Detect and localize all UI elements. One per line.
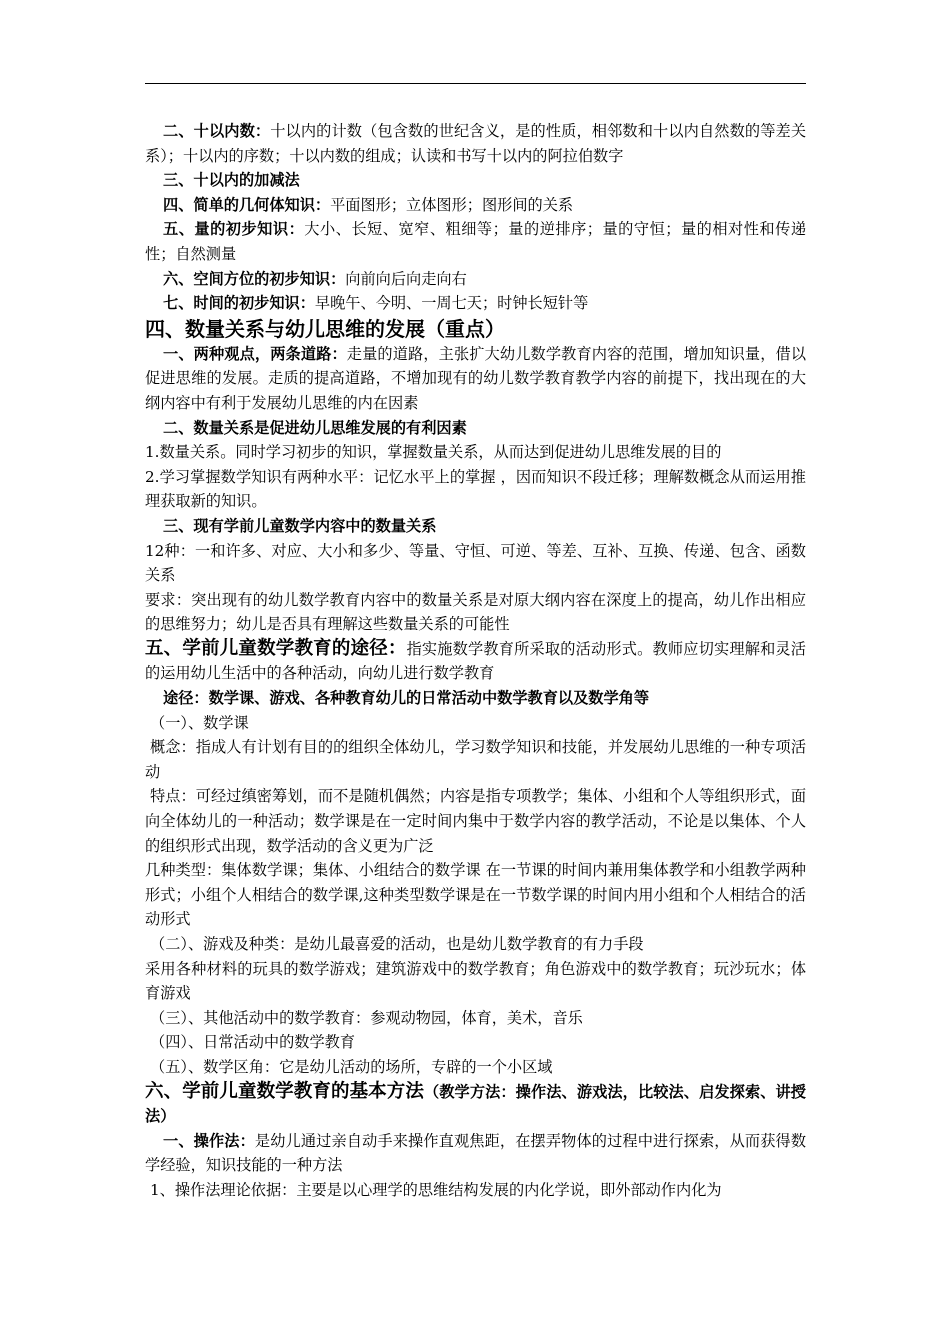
heading-inline: 一、两种观点，两条道路：: [163, 344, 347, 363]
heading-inline: 五、学前儿童数学教育的途径：: [145, 637, 407, 659]
section-heading-6: [145, 1080, 806, 1129]
para-quantity: [145, 217, 806, 266]
para-operation: [145, 1129, 806, 1178]
list-item: 1、操作法理论依据：主要是以心理学的思维结构发展的内化学说，即外部动作内化为: [150, 1180, 722, 1199]
heading-inline: 六、学前儿童数学教育的基本方法: [145, 1080, 424, 1102]
para-addition: 三、十以内的加减法: [163, 171, 300, 190]
para-12-kinds: 12种：一和许多、对应、大小和多少、等量、守恒、可逆、等差、互补、互换、传递、包含、函数关系: [145, 541, 806, 585]
section-heading-4: 四、数量关系与幼儿思维的发展（重点）: [145, 316, 505, 341]
para-geometry: [145, 193, 806, 218]
heading-inline: 一、操作法：: [163, 1131, 255, 1150]
subheading: 二、数量关系是促进幼儿思维发展的有利因素: [163, 418, 467, 437]
para-feature: 特点：可经过缜密筹划，而不是随机偶然；内容是指专项教学；集体、小组和个人等组织形式，面向全体幼儿的一种活动；数学课是在一定时间内集中于数学内容的教学活动，不论是以集体、个人的组织形式出现，数学活动的含义更为广泛: [145, 787, 806, 855]
text: 是幼儿通过亲自动手来操作直观焦距，在摆弄物体的过程中进行探索，从而获得数学经验，知识技能的一种方法: [145, 1131, 806, 1175]
para-two-views: [145, 342, 806, 416]
text: 十以内的计数（包含数的世纪含义，是的性质，相邻数和十以内自然数的等差关系）；十以内的序数；十以内数的组成；认读和书写十以内的阿拉伯数字: [145, 122, 806, 165]
para-concept: 概念：指成人有计划有目的的组织全体幼儿，学习数学知识和技能，并发展幼儿思维的一种专项活动: [145, 738, 806, 781]
para-numbers: [145, 119, 806, 168]
para-requirement: 要求：突出现有的幼儿数学教育内容中的数量关系是对原大纲内容在深度上的提高，幼儿作出相应的思维努力；幼儿是否具有理解这些数量关系的可能性: [145, 590, 806, 634]
text: 早晚午、今明、一周七天；时钟长短针等: [314, 294, 589, 313]
heading-inline: 七、时间的初步知识：: [163, 294, 315, 313]
text: 向前向后向走向右: [345, 269, 467, 288]
text: （教学方法：操作法、游戏法，比较法、启发探索、讲授法）: [145, 1082, 806, 1126]
heading-inline: 五、量的初步知识：: [163, 220, 305, 239]
list-item: 2.学习掌握数学知识有两种水平：记忆水平上的掌握 ，因而知识不段迁移；理解数概念从而运用推理获取新的知识。: [145, 467, 806, 511]
para-space: [145, 267, 806, 292]
list-item: 1.数量关系。同时学习初步的知识，掌握数量关系，从而达到促进幼儿思维发展的目的: [145, 443, 722, 462]
section-heading-5: [145, 637, 806, 686]
para-games: 采用各种材料的玩具的数学游戏；建筑游戏中的数学教育；角色游戏中的数学教育；玩沙玩水；体育游戏: [145, 959, 806, 1003]
para-types: 几种类型：集体数学课；集体、小组结合的数学课 在一节课的时间内兼用集体教学和小组教学两种形式；小组个人相结合的数学课,这种类型数学课是在一节数学课的时间内用小组和个人相结合的活动形式: [145, 861, 806, 929]
list-item: （四）、日常活动中的数学教育: [150, 1033, 356, 1052]
text: 走量的道路，主张扩大幼儿数学教育内容的范围，增加知识量，借以促进思维的发展。走质的提高道路，不增加现有的幼儿数学教育教学内容的前提下，找出现在的大纲内容中有利于发展幼儿思维的内在因素: [145, 344, 806, 412]
list-item: （二）、游戏及种类：是幼儿最喜爱的活动，也是幼儿数学教育的有力手段: [150, 935, 644, 953]
subheading: 途径：数学课、游戏、各种教育幼儿的日常活动中数学教育以及数学角等: [163, 689, 649, 708]
header-rule: [145, 83, 806, 84]
heading-inline: 六、空间方位的初步知识：: [163, 269, 346, 288]
para-time: [145, 291, 806, 316]
text: 大小、长短、宽窄、粗细等；量的逆排序；量的守恒；量的相对性和传递性；自然测量: [145, 220, 807, 263]
list-item: （五）、数学区角：它是幼儿活动的场所，专辟的一个小区域: [150, 1057, 553, 1076]
heading-inline: 四、简单的几何体知识：: [163, 195, 331, 214]
subheading: 三、现有学前儿童数学内容中的数量关系: [163, 516, 437, 535]
document-body: [145, 119, 806, 1203]
heading-inline: 二、十以内数：: [163, 122, 271, 140]
text: 平面图形；立体图形；图形间的关系: [330, 195, 574, 214]
text: 指实施数学教育所采取的活动形式。教师应切实理解和灵活的运用幼儿生活中的各种活动，向幼儿进行数学教育: [145, 639, 806, 683]
list-item: （三）、其他活动中的数学教育：参观动物园，体育，美术，音乐: [150, 1008, 583, 1027]
list-item: （一）、数学课: [150, 713, 249, 732]
